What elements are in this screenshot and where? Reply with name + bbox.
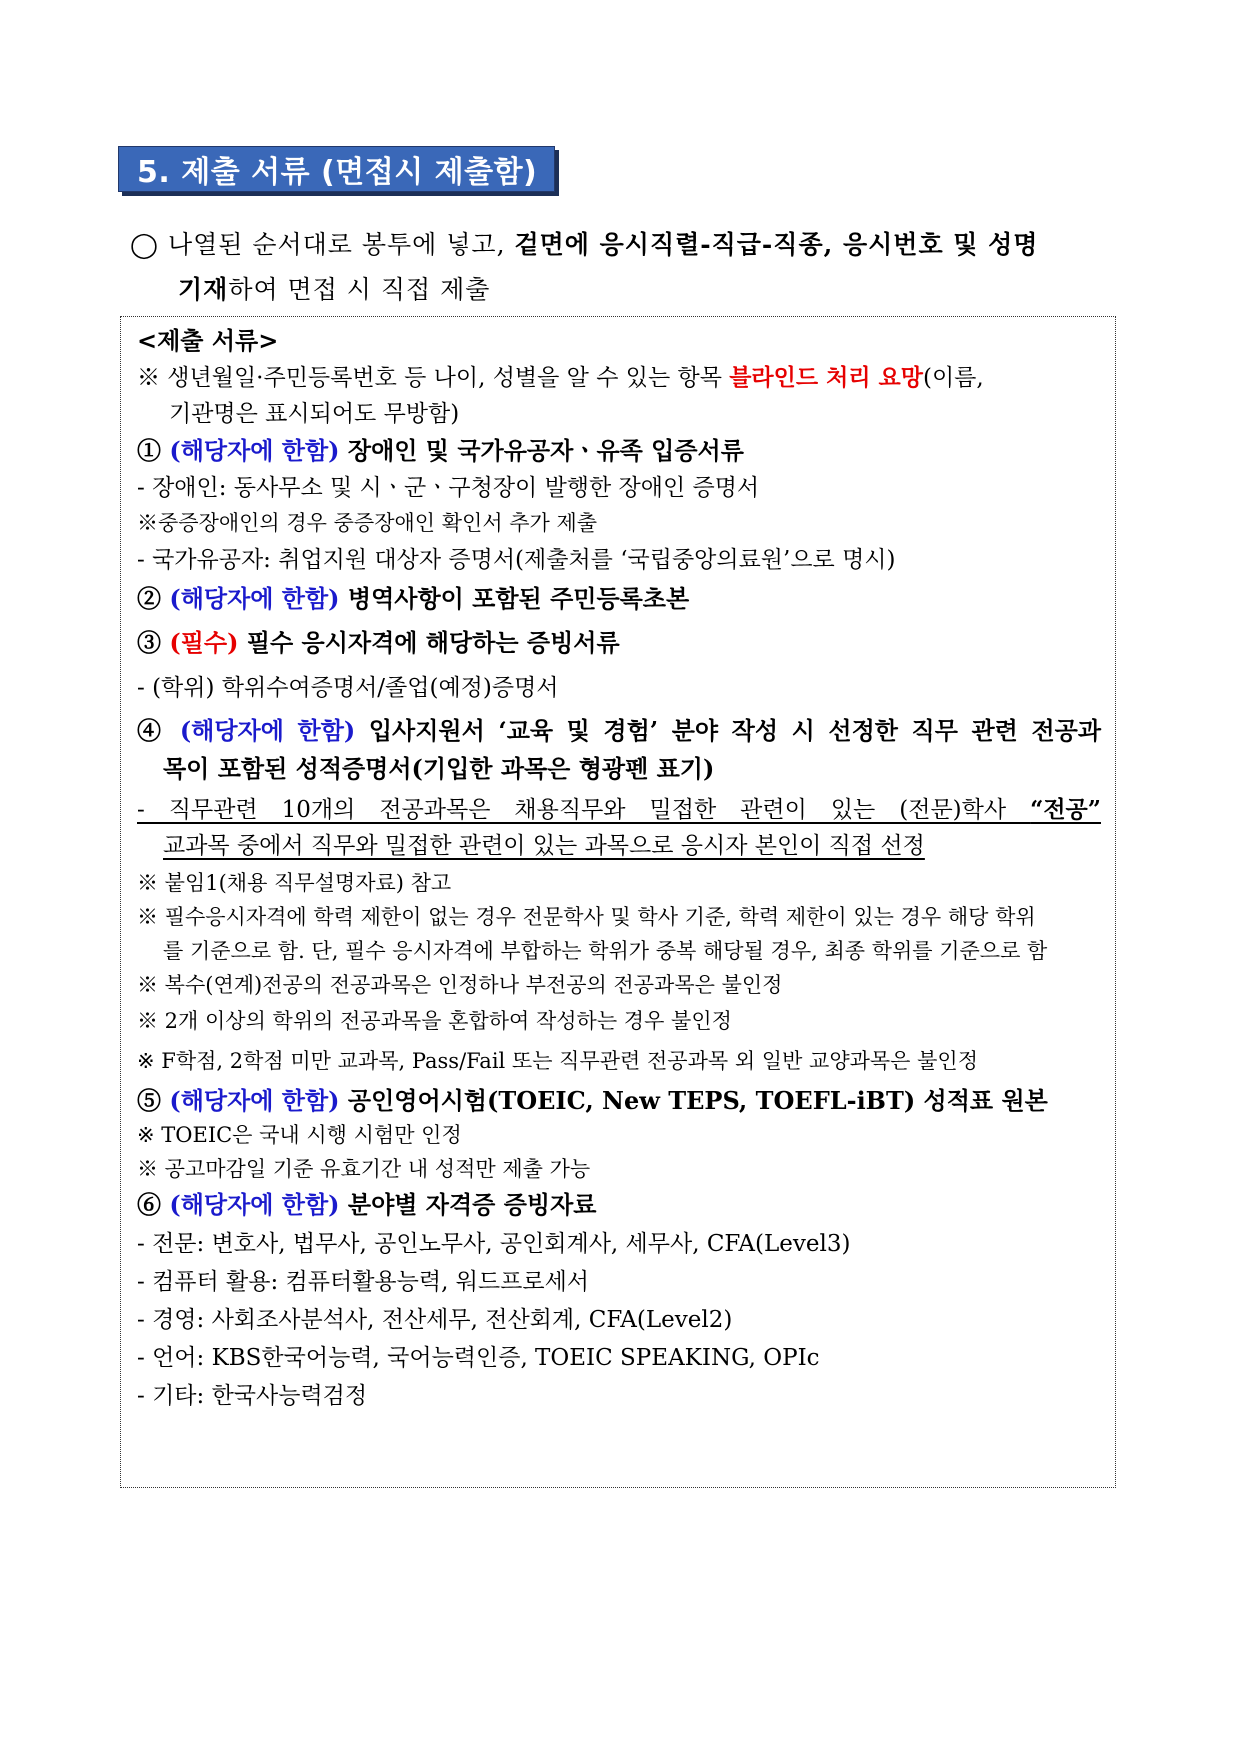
item-4-sub-1-emphasis: “전공” bbox=[1030, 796, 1101, 823]
item-6-sub-4: - 언어: KBS한국어능력, 국어능력인증, TOEIC SPEAKING, OPIc bbox=[137, 1345, 820, 1371]
item-6-sub-2: - 컴퓨터 활용: 컴퓨터활용능력, 워드프로세서 bbox=[137, 1269, 589, 1295]
item-3-tag: (필수) bbox=[169, 628, 239, 657]
item-2-heading bbox=[137, 579, 689, 614]
item-5-note-2: ※ 공고마감일 기준 유효기간 내 성적만 제출 가능 bbox=[137, 1157, 591, 1181]
item-4-tag: (해당자에 한함) bbox=[179, 716, 356, 745]
item-5-heading bbox=[137, 1081, 1048, 1116]
item-6-tag: (해당자에 한함) bbox=[169, 1190, 340, 1219]
blind-note-emphasis: 블라인드 처리 요망 bbox=[729, 364, 923, 391]
item-3-number: ③ bbox=[137, 628, 161, 657]
item-5-note-1: ※ TOEIC은 국내 시행 시험만 인정 bbox=[137, 1123, 462, 1147]
item-4-note-2-line-2: 를 기준으로 함. 단, 필수 응시자격에 부합하는 학위가 중복 해당될 경우, 최종 학위를 기준으로 함 bbox=[163, 939, 1048, 963]
item-4-title-1: 입사지원서 ‘교육 및 경험’ 분야 작성 시 선정한 직무 관련 전공과 bbox=[368, 716, 1102, 745]
blind-note-text: ※ 생년월일·주민등록번호 등 나이, 성별을 알 수 있는 항목 bbox=[137, 365, 730, 391]
item-4-heading-line-2: 목이 포함된 성적증명서(기입한 과목은 형광펜 표기) bbox=[163, 754, 715, 783]
item-6-number: ⑥ bbox=[137, 1190, 161, 1219]
item-6-heading bbox=[137, 1185, 596, 1220]
documents-box bbox=[120, 316, 1116, 1488]
item-3-heading bbox=[137, 623, 620, 658]
item-4-sub-1-text-2: 교과목 중에서 직무와 밀접한 관련이 있는 과목으로 응시자 본인이 직접 선정 bbox=[163, 833, 925, 859]
item-2-number: ② bbox=[137, 584, 161, 613]
intro-text: 나열된 순서대로 봉투에 넣고, bbox=[167, 230, 515, 259]
item-5-tag: (해당자에 한함) bbox=[169, 1086, 340, 1115]
blind-note-tail: (이름, bbox=[922, 365, 984, 391]
item-6-sub-5: - 기타: 한국사능력검정 bbox=[137, 1383, 368, 1409]
item-1-number: ① bbox=[137, 436, 161, 465]
item-4-note-4: ※ 2개 이상의 학위의 전공과목을 혼합하여 작성하는 경우 불인정 bbox=[137, 1009, 732, 1033]
item-4-note-1: ※ 붙임1(채용 직무설명자료) 참고 bbox=[137, 871, 452, 895]
intro-text-2: 하여 면접 시 직접 제출 bbox=[228, 275, 491, 304]
section-title: 5. 제출 서류 (면접시 제출함) bbox=[118, 146, 555, 192]
item-1-tag: (해당자에 한함) bbox=[169, 436, 340, 465]
item-1-sub-3: - 국가유공자: 취업지원 대상자 증명서(제출처를 ‘국립중앙의료원’으로 명시) bbox=[137, 547, 896, 573]
item-4-note-2-line-1: ※ 필수응시자격에 학력 제한이 없는 경우 전문학사 및 학사 기준, 학력 제한이 있는 경우 해당 학위 bbox=[137, 905, 1036, 929]
item-4-note-3: ※ 복수(연계)전공의 전공과목은 인정하나 부전공의 전공과목은 불인정 bbox=[137, 973, 783, 997]
item-4-note-5: ※ F학점, 2학점 미만 교과목, Pass/Fail 또는 직무관련 전공과목 외 일반 교양과목은 불인정 bbox=[137, 1049, 978, 1073]
circle-bullet-icon: ◯ bbox=[130, 230, 159, 259]
item-5-number: ⑤ bbox=[137, 1086, 161, 1115]
item-2-title: 병역사항이 포함된 주민등록초본 bbox=[347, 584, 690, 613]
item-1-sub-2: ※중증장애인의 경우 중증장애인 확인서 추가 제출 bbox=[137, 511, 598, 535]
item-1-title: 장애인 및 국가유공자ㆍ유족 입증서류 bbox=[347, 436, 744, 465]
item-4-sub-1-text: - 직무관련 10개의 전공과목은 채용직무와 밀접한 관련이 있는 (전문)학사 bbox=[137, 797, 1031, 823]
item-6-sub-1: - 전문: 변호사, 법무사, 공인노무사, 공인회계사, 세무사, CFA(Level3) bbox=[137, 1231, 851, 1257]
item-4-sub-1-line-1 bbox=[137, 791, 1101, 824]
blind-note-line-2: 기관명은 표시되어도 무방함) bbox=[169, 401, 460, 427]
item-6-sub-3: - 경영: 사회조사분석사, 전산세무, 전산회계, CFA(Level2) bbox=[137, 1307, 733, 1333]
item-4-sub-1-line-2 bbox=[163, 827, 925, 860]
intro-emphasis-2: 기재 bbox=[178, 275, 229, 304]
item-1-sub-1: - 장애인: 동사무소 및 시ㆍ군ㆍ구청장이 발행한 장애인 증명서 bbox=[137, 475, 760, 501]
item-3-title: 필수 응시자격에 해당하는 증빙서류 bbox=[246, 628, 620, 657]
box-title: <제출 서류> bbox=[137, 326, 279, 355]
item-4-heading-line-1 bbox=[137, 711, 1101, 746]
item-6-title: 분야별 자격증 증빙자료 bbox=[347, 1190, 597, 1219]
blind-note-line-1 bbox=[137, 359, 984, 392]
item-2-tag: (해당자에 한함) bbox=[169, 584, 340, 613]
intro-line-1 bbox=[130, 222, 1120, 267]
item-5-title: 공인영어시험(TOEIC, New TEPS, TOEFL-iBT) 성적표 원본 bbox=[347, 1086, 1048, 1115]
intro-paragraph bbox=[130, 222, 1120, 312]
intro-line-2 bbox=[130, 267, 1120, 312]
item-1-heading bbox=[137, 431, 744, 466]
item-4-number: ④ bbox=[137, 716, 167, 745]
intro-emphasis: 겉면에 응시직렬-직급-직종, 응시번호 및 성명 bbox=[514, 230, 1039, 259]
item-3-sub-1: - (학위) 학위수여증명서/졸업(예정)증명서 bbox=[137, 675, 559, 701]
